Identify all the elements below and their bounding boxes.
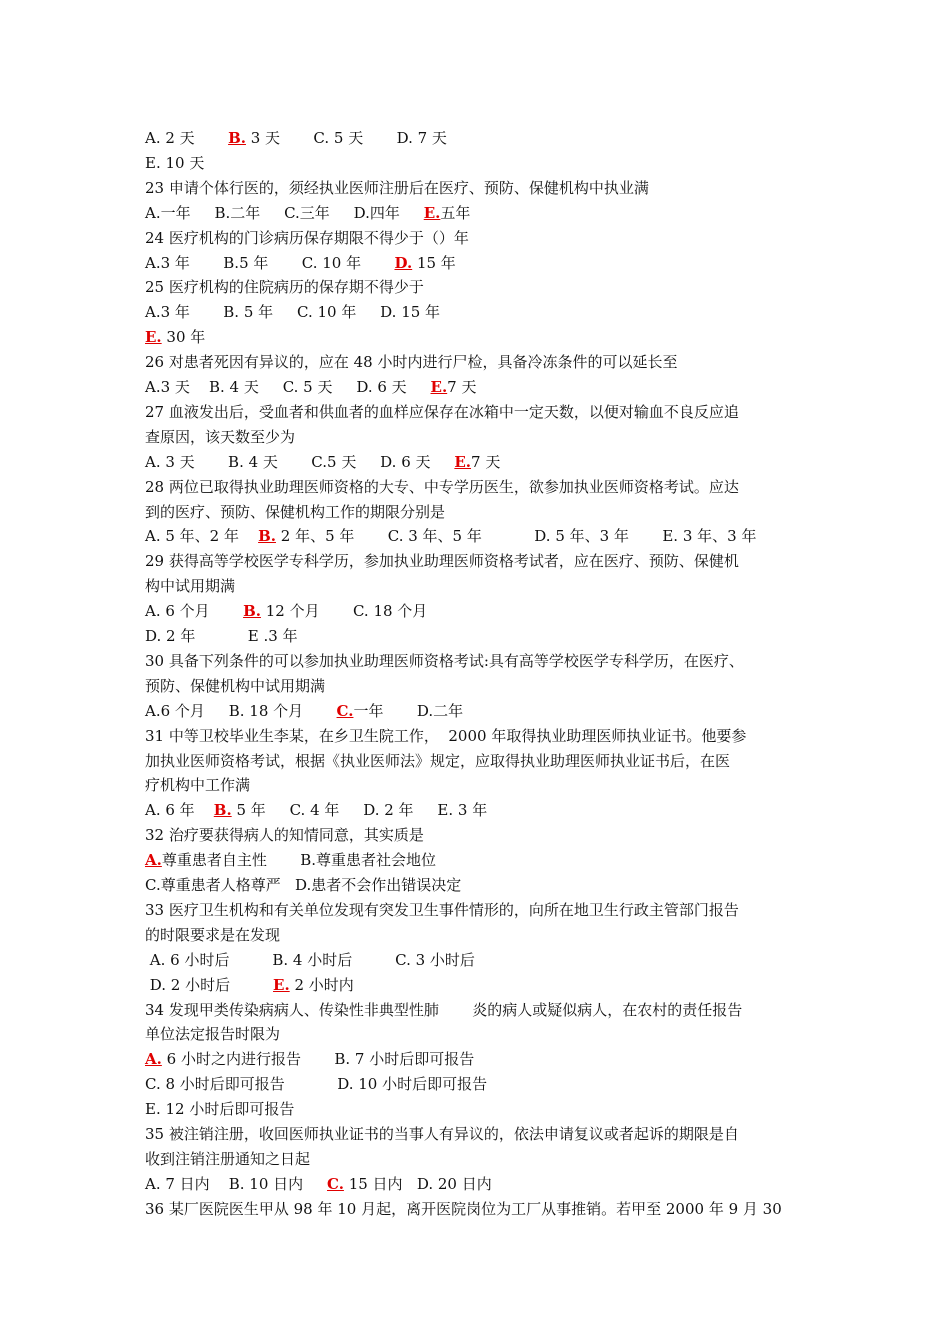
text-line: A. 6 个月 B. 12 个月 C. 18 个月 [145,602,428,620]
answer-mark: B. [243,602,261,620]
answer-mark: C. [327,1175,344,1193]
text-line: E. 30 年 [145,328,206,346]
text-line: 预防、保健机构中试用期满 [145,677,326,695]
text-line: D. 2 年 E .3 年 [145,627,298,645]
text-line: A.3 年 B. 5 年 C. 10 年 D. 15 年 [145,303,441,321]
answer-mark: E. [273,976,290,994]
text-line: A. 2 天 B. 3 天 C. 5 天 D. 7 天 [145,129,447,147]
text-line: E. 10 天 [145,154,205,172]
text-line: 32 治疗要获得病人的知情同意，其实质是 [145,826,424,844]
answer-mark: B. [228,129,246,147]
text-line: A. 5 年、2 年 B. 2 年、5 年 C. 3 年、5 年 D. 5 年、3 年 E. 3 年、3 年 [145,527,757,545]
text-line: A.尊重患者自主性 B.尊重患者社会地位 [145,851,437,869]
text-line: 36 某厂医院医生甲从 98 年 10 月起，离开医院岗位为工厂从事推销。若甲至 2000 年 9 月 30 [145,1200,782,1218]
text-line: C. 8 小时后即可报告 D. 10 小时后即可报告 [145,1075,488,1093]
text-line: C.尊重患者人格尊严 D.患者不会作出错误决定 [145,876,462,894]
text-line: A.6 个月 B. 18 个月 C.一年 D.二年 [145,702,464,720]
text-line: 的时限要求是在发现 [145,926,281,944]
answer-mark: C. [336,702,354,720]
answer-mark: B. [213,801,232,819]
answer-mark: D. [394,254,413,272]
text-line: D. 2 小时后 E. 2 小时内 [145,976,354,994]
text-line: 收到注销注册通知之日起 [145,1150,311,1168]
text-line: 单位法定报告时限为 [145,1025,281,1043]
text-line: 到的医疗、预防、保健机构工作的期限分别是 [145,503,446,521]
text-line: 疗机构中工作满 [145,776,251,794]
text-line: 24 医疗机构的门诊病历保存期限不得少于（）年 [145,229,469,247]
text-line: 28 两位已取得执业助理医师资格的大专、中专学历医生，欲参加执业医师资格考试。应达 [145,478,739,496]
text-line: 查原因，该天数至少为 [145,428,296,446]
text-line: A. 6 小时后 B. 4 小时后 C. 3 小时后 [145,951,475,969]
text-line: 25 医疗机构的住院病历的保存期不得少于 [145,278,424,296]
text-line: E. 12 小时后即可报告 [145,1100,295,1118]
text-line: 23 申请个体行医的，须经执业医师注册后在医疗、预防、保健机构中执业满 [145,179,649,197]
text-line: 27 血液发出后，受血者和供血者的血样应保存在冰箱中一定天数，以便对输血不良反应追 [145,403,739,421]
text-line: 构中试用期满 [145,577,236,595]
text-line: A.3 年 B.5 年 C. 10 年 D. 15 年 [145,254,456,272]
text-line: A.一年 B.二年 C.三年 D.四年 E.五年 [145,204,471,222]
text-line: 30 具备下列条件的可以参加执业助理医师资格考试:具有高等学校医学专科学历，在医疗、 [145,652,744,670]
answer-mark: E. [145,328,162,346]
text-line: 31 中等卫校毕业生李某，在乡卫生院工作， 2000 年取得执业助理医师执业证书。他要参 [145,727,747,745]
text-line: A. 6 小时之内进行报告 B. 7 小时后即可报告 [145,1050,475,1068]
answer-mark: E. [423,204,441,222]
text-line: A. 7 日内 B. 10 日内 C. 15 日内 D. 20 日内 [145,1175,492,1193]
text-line: 35 被注销注册，收回医师执业证书的当事人有异议的，依法申请复议或者起诉的期限是自 [145,1125,739,1143]
answer-mark: A. [145,851,162,869]
text-line: 加执业医师资格考试，根据《执业医师法》规定，应取得执业助理医师执业证书后，在医 [145,752,731,770]
answer-mark: A. [145,1050,162,1068]
text-line: 26 对患者死因有异议的，应在 48 小时内进行尸检，具备冷冻条件的可以延长至 [145,353,678,371]
text-line: A. 6 年 B. 5 年 C. 4 年 D. 2 年 E. 3 年 [145,801,488,819]
answer-mark: E. [430,378,448,396]
text-line: 34 发现甲类传染病病人、传染性非典型性肺 炎的病人或疑似病人，在农村的责任报告 [145,1001,743,1019]
text-line: A.3 天 B. 4 天 C. 5 天 D. 6 天 E.7 天 [145,378,477,396]
text-line: 29 获得高等学校医学专科学历，参加执业助理医师资格考试者，应在医疗、预防、保健机 [145,552,739,570]
answer-mark: B. [258,527,276,545]
text-line: 33 医疗卫生机构和有关单位发现有突发卫生事件情形的，向所在地卫生行政主管部门报告 [145,901,739,919]
answer-mark: E. [454,453,472,471]
text-line: A. 3 天 B. 4 天 C.5 天 D. 6 天 E.7 天 [145,453,501,471]
